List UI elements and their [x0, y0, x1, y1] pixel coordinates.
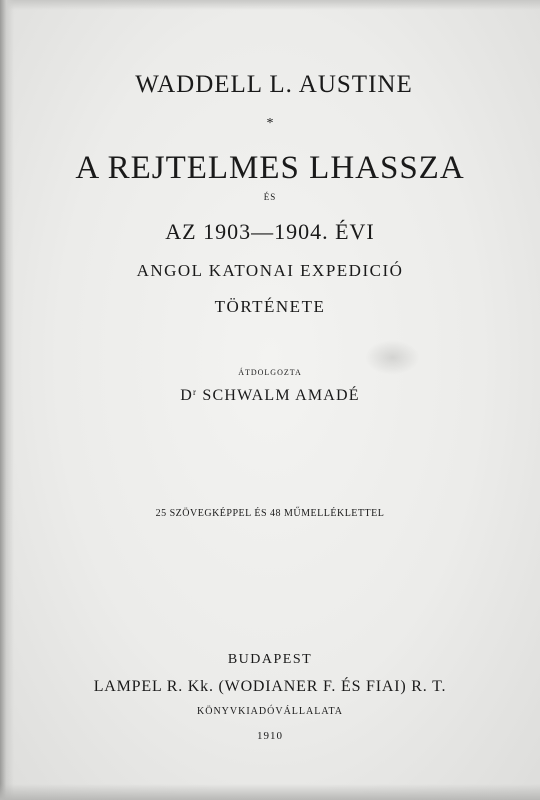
illustrations-note: 25 SZÖVEGKÉPPEL ÉS 48 MŰMELLÉKLETTEL [155, 508, 385, 519]
book-title: A REJTELMES LHASSZA [75, 150, 465, 186]
publisher-name: LAMPEL R. Kk. (WODIANER F. ÉS FIAI) R. T. [93, 678, 447, 695]
publication-city: BUDAPEST [227, 652, 313, 667]
page-edge-top [0, 0, 540, 10]
subtitle-line-3: TÖRTÉNETE [214, 297, 326, 316]
asterisk-ornament: * [266, 116, 274, 131]
page-edge-bottom [0, 784, 540, 800]
adapter-name: SCHWALM AMADÉ [202, 387, 360, 404]
subtitle-line-2: ANGOL KATONAI EXPEDICIÓ [136, 261, 404, 280]
adapter-name-line [0, 388, 540, 404]
adapted-by-label: ÁTDOLGOZTA [238, 368, 302, 377]
subtitle-line-1: AZ 1903—1904. ÉVI [165, 219, 375, 244]
publication-year: 1910 [257, 730, 283, 742]
author-name: WADDELL L. AUSTINE [135, 71, 413, 98]
adapter-title-prefix [180, 387, 197, 404]
adapter-prefix-r: r [192, 387, 198, 397]
publisher-type: KÖNYVKIADÓVÁLLALATA [197, 706, 343, 717]
adapter-prefix-d: D [180, 387, 193, 404]
conjunction-text: ÉS [263, 192, 277, 202]
